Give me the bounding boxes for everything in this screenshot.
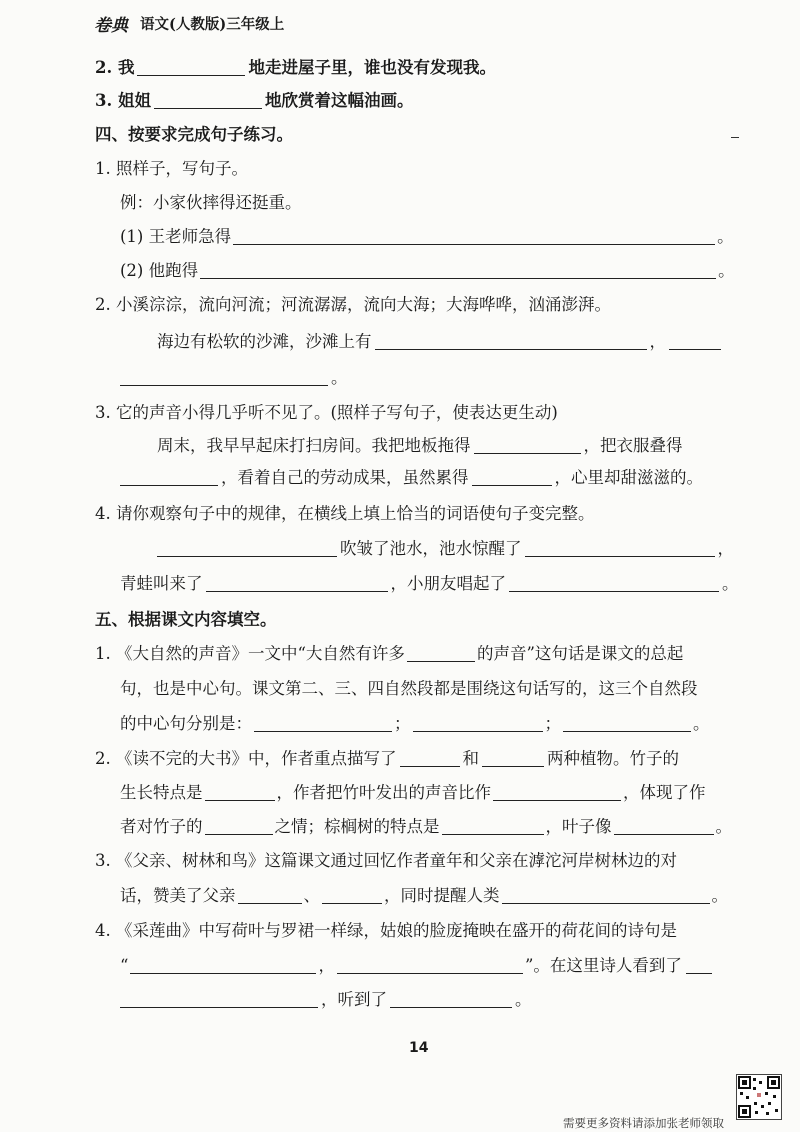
s5-q2-line2: 生长特点是 ，作者把竹叶发出的声音比作 ，体现了作 (120, 783, 706, 802)
answer-blank[interactable] (206, 575, 388, 592)
answer-blank[interactable] (614, 818, 714, 835)
page-number: 14 (409, 1040, 429, 1056)
s5-q3-line2: 话，赞美了父亲 、 ，同时提醒人类 。 (120, 886, 728, 905)
s5-q4-line1: 4. 《采莲曲》中写荷叶与罗裙一样绿，姑娘的脸庞掩映在盛开的荷花间的诗句是 (95, 921, 677, 940)
s5-q1-line3: 的中心句分别是： ； ； 。 (120, 714, 710, 733)
s5-q3-line1: 3. 《父亲、树林和鸟》这篇课文通过回忆作者童年和父亲在滹沱河岸树林边的对 (95, 851, 677, 870)
answer-blank[interactable] (474, 437, 581, 454)
answer-blank[interactable] (137, 59, 245, 76)
s5-q1-line2: 句，也是中心句。课文第二、三、四自然段都是围绕这句话写的，这三个自然段 (120, 679, 698, 698)
answer-blank[interactable] (337, 957, 523, 974)
stray-mark (731, 137, 739, 138)
q3-line: 3. 姐姐 地欣赏着这幅油画。 (95, 91, 414, 110)
section-five-heading: 五、根据课文内容填空。 (95, 610, 277, 629)
s4-q3-line2: ，看着自己的劳动成果，虽然累得 ，心里却甜滋滋的。 (120, 467, 703, 489)
answer-blank[interactable] (563, 715, 691, 732)
answer-blank[interactable] (322, 887, 382, 904)
answer-blank[interactable] (669, 333, 721, 350)
section-four-heading: 四、按要求完成句子练习。 (95, 125, 293, 144)
answer-blank[interactable] (482, 750, 544, 767)
answer-blank[interactable] (400, 750, 460, 767)
answer-blank[interactable] (493, 784, 621, 801)
brand-logo: 卷典 (94, 16, 128, 36)
s4-q4-line1: 吹皱了池水，池水惊醒了 ， (157, 538, 734, 560)
s5-q1-line1: 1. 《大自然的声音》一文中“大自然有许多 的声音”这句话是课文的总起 (95, 644, 684, 663)
answer-blank[interactable] (525, 540, 715, 557)
answer-blank[interactable] (120, 991, 318, 1008)
book-subtitle: 语文(人教版)三年级上 (140, 16, 285, 33)
s4-q2-line2: 。 (120, 367, 348, 389)
answer-blank[interactable] (120, 469, 218, 486)
answer-blank[interactable] (254, 715, 392, 732)
answer-blank[interactable] (686, 957, 712, 974)
answer-blank[interactable] (205, 818, 273, 835)
s4-q1-title: 1. 照样子，写句子。 (95, 159, 248, 178)
s4-q2-title: 2. 小溪淙淙，流向河流；河流潺潺，流向大海；大海哗哗，汹涌澎湃。 (95, 295, 611, 314)
s4-q4-line2: 青蛙叫来了 ，小朋友唱起了 。 (120, 574, 739, 593)
s5-q2-line1: 2. 《读不完的大书》中，作者重点描写了 和 两种植物。竹子的 (95, 749, 679, 768)
s5-q4-line3: ，听到了 。 (120, 989, 532, 1011)
answer-blank[interactable] (390, 991, 512, 1008)
answer-blank[interactable] (154, 92, 262, 109)
answer-blank[interactable] (233, 228, 715, 245)
answer-blank[interactable] (130, 957, 316, 974)
qr-code-image (736, 1074, 782, 1120)
q2-line: 2. 我 地走进屋子里，谁也没有发现我。 (95, 58, 496, 77)
answer-blank[interactable] (509, 575, 719, 592)
answer-blank[interactable] (413, 715, 543, 732)
answer-blank[interactable] (120, 369, 328, 386)
answer-blank[interactable] (200, 262, 716, 279)
s4-q3-line1: 周末，我早早起床打扫房间。我把地板拖得 ，把衣服叠得 (157, 436, 683, 455)
s5-q4-line2: “ ， ”。在这里诗人看到了 (120, 955, 712, 977)
answer-blank[interactable] (472, 469, 552, 486)
s4-q1-item1: (1) 王老师急得 。 (120, 227, 734, 246)
answer-blank[interactable] (205, 784, 275, 801)
answer-blank[interactable] (442, 818, 544, 835)
s5-q2-line3: 者对竹子的 之情；棕榈树的特点是 ，叶子像 。 (120, 817, 732, 836)
s4-q1-example: 例：小家伙摔得还挺重。 (120, 193, 302, 212)
answer-blank[interactable] (407, 645, 475, 662)
answer-blank[interactable] (375, 333, 647, 350)
s4-q2-line1: 海边有松软的沙滩，沙滩上有 ， (157, 331, 721, 353)
s4-q3-title: 3. 它的声音小得几乎听不见了。(照样子写句子，使表达更生动) (95, 403, 558, 422)
answer-blank[interactable] (502, 887, 710, 904)
s4-q4-title: 4. 请你观察句子中的规律，在横线上填上恰当的词语使句子变完整。 (95, 504, 595, 523)
answer-blank[interactable] (238, 887, 302, 904)
s4-q1-item2: (2) 他跑得 。 (120, 261, 735, 280)
answer-blank[interactable] (157, 540, 337, 557)
footer-note: 需要更多资料请添加张老师领取 (563, 1116, 724, 1130)
